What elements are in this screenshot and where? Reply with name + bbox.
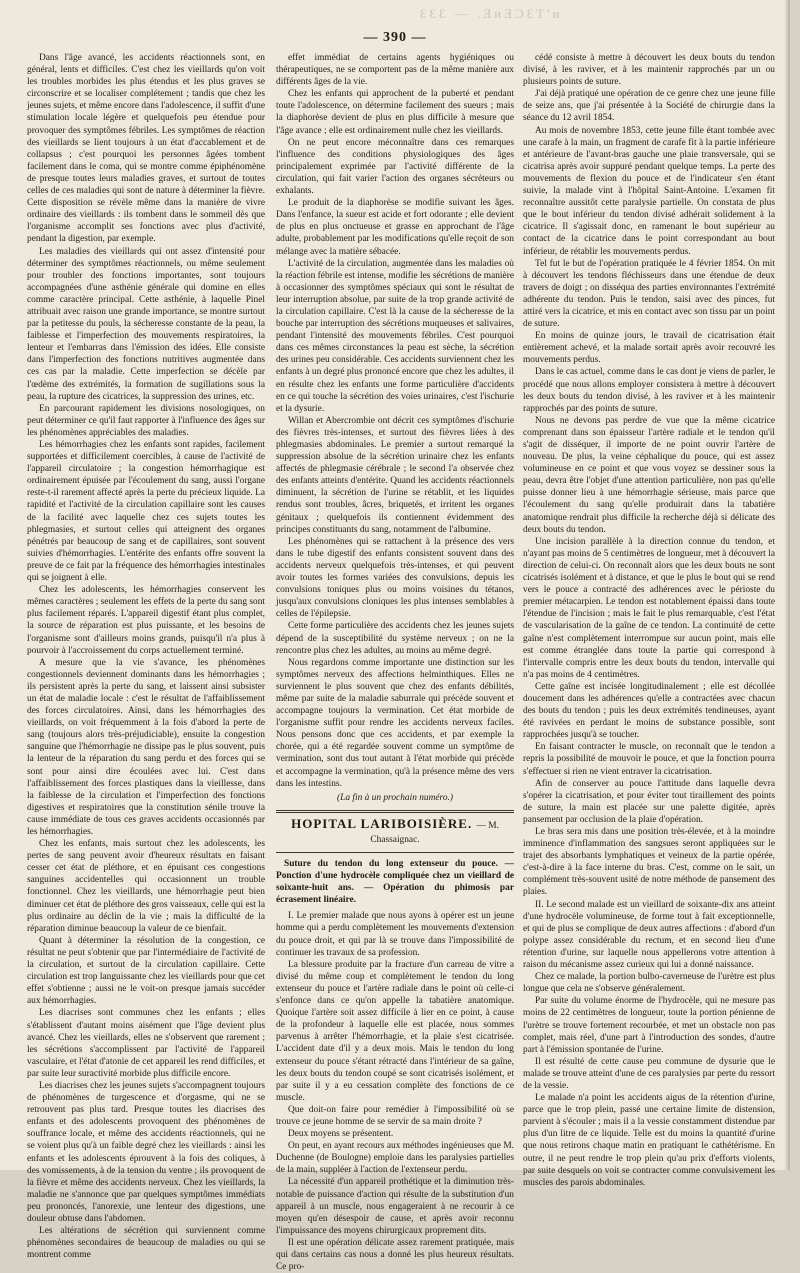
paragraph: A mesure que la vie s'avance, les phénomènes congestionnels deviennent dominants dans les hémorrhagies ; ils persistent après la perte du sang, et laissent ainsi subsister un état de maladie locale : c'est le résultat de l'affaiblissement des forces circulatoires. Ainsi, dans les hémorrhagies des vieillards, on voit fréquemment à la fois d'abord la perte de sang (toujours alors très-préjudiciable), ensuite la congestion sanguine que l'hémorrhagie ne dissipe pas le plus souvent, puis la lenteur de la réparation du sang perdu et des forces qui se sont pour ainsi dire écoulées avec lui. C'est dans l'affaiblissement des forces plastiques dans la vieillesse, dans la faiblesse de la circulation et l'imperfection des fonctions digestives et respiratoires que la constitution sénile trouve la cause immédiate de tous ces graves accidents occasionnés par les hémorrhagies. [27, 657, 265, 837]
paragraph: Dans l'âge avancé, les accidents réactionnels sont, en général, lents et difficiles. C'est chez les vieillards qu'on voit les troubles morbides les plus étendus et les plus graves se circonscrire et se localiser complétement ; tandis que chez les jeunes sujets, et même encore dans l'adolescence, il suffit d'une stimulation locale légère et quelquefois peu étendue pour provoquer des symptômes fébriles. Les symptômes de réaction des vieillards se lient toujours à un état d'accablement et de collapsus ; c'est pourquoi les personnes âgées tombent facilement dans le coma, qui se montre comme épiphénomène de presque toutes leurs maladies graves, et surtout de toutes celles de ces maladies qui sont de nature à déterminer la fièvre. Cette disposition se révèle même dans la manière de vivre ordinaire des vieillards : ils tombent dans le sommeil dès que l'organisme accomplit ses fonctions avec plus d'activité, pendant la digestion, par exemple. [27, 53, 265, 245]
paragraph: cédé consiste à mettre à découvert les deux bouts du tendon divisé, à les raviver, et à les maintenir rapprochés par un ou plusieurs points de suture. [523, 53, 775, 88]
paragraph: Deux moyens se présentent. [288, 1129, 394, 1140]
article-continuation [276, 52, 514, 790]
paragraph: Il est résulté de cette cause peu commune de dysurie que le malade se trouve atteint d'une de ces paralysies par perte du ressort de la vessie. [523, 1056, 775, 1091]
paragraph: J'ai déjà pratiqué une opération de ce genre chez une jeune fille de seize ans, que j'ai présentée à la Société de chirurgie dans la séance du 12 avril 1854. [523, 89, 775, 124]
paragraph: La nécessité d'un appareil prothétique et la diminution très-notable de puissance d'action qui résulte de la substitution d'un appareil à un muscle, nous engageraient à ne recourir à ce moyen qu'en désespoir de cause, et après avoir reconnu l'impuissance des moyens chirurgicaux proprement dits. [276, 1177, 514, 1236]
paragraph: On peut, en ayant recours aux méthodes ingénieuses que M. Duchenne (de Boulogne) emploie dans les paralysies partielles de la main, suppléer à l'action de l'extenseur perdu. [276, 1141, 514, 1176]
paragraph: En moins de quinze jours, le travail de cicatrisation était entièrement achevé, et la malade sortait après avoir recouvré les mouvements perdus. [523, 331, 775, 366]
paragraph: Le malade n'a point les accidents aigus de la rétention d'urine, parce que le trop plein, passé une certaine limite de distension, parvient à s'écouler ; mais il a la vessie constamment distendue par plus d'un litre de ce liquide. Telle est du moins la quantité d'urine que nous retirons chaque matin en pratiquant le cathétérisme. En outre, il ne peut rendre le trop plein qu'au prix d'efforts violents, par suite desquels on voit se contracter comme convulsivement les muscles des parois abdominales. [523, 1093, 775, 1188]
paragraph: Une incision parallèle à la direction connue du tendon, et n'ayant pas moins de 5 centimètres de longueur, met à découvert la direction de celui-ci. On reconnaît alors que les deux bouts ne sont cicatrisés isolément et à distance, et que le plus le bout qui se rend vers le pouce a contracté des adhérences avec le périoste du premier métacarpien. Le tendon est notablement épaissi dans toute l'étendue de l'incision ; mais le fait le plus remarquable, c'est l'état de vascularisation de la gaîne de ce tendon. La continuité de cette gaîne n'est complètement interrompue sur aucun point, mais elle est comme étranglée dans toute la partie qui correspond à l'intervalle compris entre les deux bouts du tendon, intervalle qui n'a pas moins de 4 centimètres. [523, 536, 775, 680]
paragraph: Par suite du volume énorme de l'hydrocèle, qui ne mesure pas moins de 22 centimètres de longueur, toute la portion pénienne de l'urètre se trouve fortement recourbée, et met un obstacle non pas complet, mais réel, d'une part à l'introduction des sondes, d'autre part à l'émission spontanée de l'urine. [523, 996, 775, 1055]
section-divider [276, 810, 514, 813]
column-right [523, 52, 775, 1188]
hospital-heading [276, 815, 514, 846]
paragraph: L'activité de la circulation, augmentée dans les maladies où la réaction fébrile est intense, modifie les sécrétions de manière à occasionner des symptômes spéciaux qui sont le résultat de leur interruption absolue, par suite de la trop grande activité de la circulation capillaire. C'est là la cause de la sécheresse de la bouche par interruption des sécrétions muqueuses et salivaires, pendant l'intensité des mouvements fébriles. C'est pourquoi dans ces mêmes circonstances la peau est sèche, la sécrétion des urines peu considérable. Ces accidents surviennent chez les enfants à un degré plus prononcé encore que chez les adultes, il en résulte chez les enfants une forme particulière d'accidents en ce qui touche la sécrétion des voies urinaires, c'est l'ischurie et la dysurie. [276, 258, 514, 414]
paragraph: Cette gaîne est incisée longitudinalement ; elle est décollée doucement dans les adhérences qu'elle a contractées avec chacun des bouts du tendon ; puis les deux extrémités tendineuses, ayant été ravivées en perdant le moins de substance possible, sont rapprochées jusqu'à se toucher. [523, 681, 775, 741]
heading-rule [276, 852, 514, 853]
hospital-doctor: — M. Chassaignac. [370, 820, 499, 845]
paragraph: En parcourant rapidement les divisions nosologiques, on peut déterminer ce qu'il faut rapporter à l'influence des âges sur les phénomènes appréciables des maladies. [27, 403, 265, 438]
paragraph: Les diacrises sont communes chez les enfants ; elles s'établissent d'autant moins aisément que l'âge devient plus avancé. Chez les vieillards, elles ne s'observent que rarement ; les sécrétions s'accomplissent par l'activité de l'appareil vasculaire, et l'état d'atonie de cet appareil les rend difficiles, et par suite leur suractivité morbide plus difficile encore. [27, 1008, 265, 1079]
paragraph: effet immédiat de certains agents hygiéniques ou thérapeutiques, ne se comportent pas de la même manière aux différents âges de la vie. [276, 53, 514, 88]
paragraph: Les hémorrhagies chez les enfants sont rapides, facilement supportées et difficilement coercibles, à cause de l'activité de l'appareil circulatoire ; la congestion hémorrhagique est ordinairement épuisée par l'écoulement du sang, aussi l'organe reste-t-il rarement affecté après la perte du précieux liquide. La rapidité et l'activité de la circulation capillaire sont les causes de la facilité avec laquelle chez ces sujets toutes les phlegmasies, et surtout celles qui atteignent des organes pénétrés par beaucoup de sang et de capillaires, sont souvent suivies d'hémorrhagies. L'entérite des enfants offre souvent la preuve de ce fait par la fréquence des hémorrhagies intestinales qui se joignent à elle. [27, 440, 265, 584]
paragraph: Chez les enfants, mais surtout chez les adolescents, les pertes de sang peuvent avoir d'heureux résultats en faisant cesser cet état de pléthore, et en épuisant ces congestions sanguines accidentelles qui occasionnent un trouble fonctionnel. Chez les vieillards, une hémorrhagie peut bien diminuer cet état de pléthore des gros vaisseaux, celle qui est la plus ordinaire au déclin de la vie ; mais la difficulté de la réparation diminue beaucoup la valeur de ce bienfait. [27, 839, 265, 934]
column-middle [276, 52, 514, 1273]
page-number: — 390 — [363, 30, 427, 45]
paragraph: Chez ce malade, la portion bulbo-caverneuse de l'urètre est plus longue que cela ne s'observe généralement. [523, 972, 775, 995]
paragraph: Le produit de la diaphorèse se modifie suivant les âges. Dans l'enfance, la sueur est acide et fort odorante ; elle devient de plus en plus onctueuse et grasse en approchant de l'âge adulte, probablement par les modifications qu'elle reçoit de son mélange avec la matière sébacée. [276, 198, 514, 257]
paragraph: Chez les adolescents, les hémorrhagies conservent les mêmes caractères ; seulement les effets de la perte du sang sont plus facilement réparés. L'appareil digestif étant plus complet, la source de réparation est plus puissante, et les besoins de l'organisme sont d'ailleurs moins grands, puisqu'il n'a plus à pourvoir à l'accroissement du corps actuellement terminé. [27, 585, 266, 656]
hospital-name: HOPITAL LARIBOISIÈRE. [291, 815, 473, 831]
paragraph: Le bras sera mis dans une position très-élevée, et à la moindre imminence d'inflammation des sangsues seront appliquées sur le trajet des absorbants lymphatiques et veineux de la partie opérée, c'est-à-dire à la face interne du bras. C'est, comme on le sait, un complément très-souvent usité de notre méthode de pansement des plaies. [523, 827, 775, 898]
paragraph: Tel fut le but de l'opération pratiquée le 4 février 1854. On mit à découvert les tendons fléchisseurs dans une étendue de deux travers de doigt ; on disséqua des parties environnantes l'extrémité adhérente du tendon. Puis le tendon, saisi avec des pinces, fut attiré vers la cicatrice, et mis en contact avec son tissu par un point de suture. [523, 258, 775, 330]
paragraph: II. Le second malade est un vieillard de soixante-dix ans atteint d'une hydrocèle volumineuse, de forme tout à fait exceptionnelle, et qui de plus se complique de deux autres affections : d'abord d'un polype assez considérable du rectum, et en second lieu d'une rétention d'urine, sur laquelle nous appellerons votre attention à raison du mécanisme assez curieux qui lui a donné naissance. [523, 899, 775, 971]
paragraph: I. Le premier malade que nous ayons à opérer est un jeune homme qui a perdu complètement les mouvements d'extension du pouce droit, et qui par là se trouve dans l'impossibilité de continuer les travaux de sa profession. [276, 911, 514, 958]
paragraph: Les diacrises chez les jeunes sujets s'accompagnent toujours de phénomènes de turgescence et d'orgasme, qui ne se retrouvent pas plus tard. Presque toutes les diacrises des enfants et des adolescents provoquent des phénomènes de souffrance locale, et même des accidents réactionnels, qui ne se voient plus qu'à un faible degré chez les vieillards : ainsi les enfants et les adolescents éprouvent à la fois des coliques, à des vomissements, à de la tension du ventre ; ils provoquent de la fièvre et même des accidents nerveux. Chez les vieillards, la maladie ne s'annonce que par quelques symptômes immédiats peu prononcés, l'anorexie, une lenteur des digestions, une douleur obtuse dans l'abdomen. [27, 1080, 265, 1224]
paragraph: La blessure produite par la fracture d'un carreau de vitre a divisé du même coup et complètement le tendon du long extenseur du pouce et l'artère radiale dans le point où celle-ci s'enfonce dans ce qu'on appelle la tabatière anatomique. Quoique l'artère soit assez difficile à lier en ce point, à cause de la profondeur à laquelle elle est placée, nous sommes parvenus à arrêter l'hémorrhagie, et la plaie s'est cicatrisée. L'accident date d'il y a deux mois. Mais le tendon du long extenseur du pouce s'étant rétracté dans l'intérieur de sa gaîne, les deux bouts du tendon coupé se sont cicatrisés isolément, et par suite il y a eu cessation complète des fonctions de ce muscle. [276, 959, 514, 1103]
paragraph: Au mois de novembre 1853, cette jeune fille étant tombée avec une carafe à la main, un fragment de carafe fit à la partie inférieure et antérieure de l'avant-bras gauche une plaie transversale, qui se cicatrisa après avoir suppuré pendant quelque temps. La perte des mouvements de flexion du pouce et de l'indicateur s'en étant suivie, la malade vint à l'hôpital Saint-Antoine. L'examen fit reconnaître aussitôt cette paralysie partielle. On constata de plus que le bout inférieur du tendon divisé adhérait solidement à la cicatrice. Il s'agissait donc, en ramenant le bout supérieur au contact de la cicatrice dans le point correspondant au bout inférieur, de rétablir les mouvements perdus. [523, 125, 775, 257]
paragraph: Quant à déterminer la résolution de la congestion, ce résultat ne peut s'obtenir que par l'intermédiaire de l'activité de la circulation, et surtout de la circulation capillaire. Cette circulation est trop languissante chez les vieillards pour que cet effet s'obtienne ; aussi ne le voit-on presque jamais succéder aux hémorrhagies. [27, 935, 265, 1007]
paragraph: En faisant contracter le muscle, on reconnaît que le tendon a repris la possibilité de mouvoir le pouce, et que la fonction pourra s'effectuer si rien ne vient entraver la cicatrisation. [523, 742, 775, 777]
paragraph: Il est une opération délicate assez rarement pratiquée, mais qui dans certains cas nous a donné les plus heureux résultats. Ce pro- [276, 1237, 514, 1273]
paragraph: Les phénomènes qui se rattachent à la présence des vers dans le tube digestif des enfants consistent souvent dans des accidents nerveux quelquefois très-intenses, et qui peuvent avoir toutes les formes variées des convulsions, depuis les convulsions toniques plus ou moins voisines du tétanos, jusqu'aux convulsions cloniques les plus intenses semblables à celles de l'épilepsie. [276, 536, 514, 620]
paragraph: Nous ne devons pas perdre de vue que la même cicatrice comprenant dans son épaisseur l'artère radiale et le tendon qu'il s'agit de disséquer, il importe de ne point ouvrir l'artère de nouveau. De plus, la veine céphalique du pouce, qui est assez volumineuse en ce point et que vous voyez se dessiner sous la peau, devra être l'objet d'une attention particulière, non pas qu'elle puisse donner lieu à une hémorrhagie sérieuse, mais parce que l'écoulement du sang qu'elle produirait dans la tabatière anatomique rendrait plus difficile la recherche déjà si délicate des deux bouts du tendon. [523, 415, 775, 535]
paragraph: Chez les enfants qui approchent de la puberté et pendant toute l'adolescence, on détermine facilement des sueurs ; mais la diaphorèse devient de plus en plus difficile à mesure que l'âge avance ; elle est ordinairement nulle chez les vieillards. [276, 89, 514, 136]
paragraph: On ne peut encore méconnaître dans ces remarques l'influence des conditions physiologiques des âges principalement exprimée par l'activité différente de la circulation, qui fait varier l'action des organes sécréteurs ou exhalants. [276, 137, 514, 197]
page-edge-shadow [784, 0, 790, 1170]
clinical-case-body [276, 910, 514, 1273]
paragraph: Afin de conserver au pouce l'attitude dans laquelle devra s'opérer la cicatrisation, et pour éviter tout tiraillement des points de suture, la main est placée sur une palette digitée, après pansement par occlusion de la plaie d'opération. [523, 778, 775, 825]
column-left [27, 52, 266, 1261]
bleed-through-text: ƐƐƐ — .ƎᴎƎƆƐT'ᴎ [420, 6, 563, 21]
paragraph: Dans le cas actuel, comme dans le cas dont je viens de parler, le procédé que nous allons employer consistera à mettre à découvert les deux bouts du tendon divisé, à les raviver et à les maintenir rapprochés par des points de suture. [523, 367, 775, 414]
to-be-continued-note: (La fin à un prochain numéro.) [337, 792, 453, 803]
paragraph: Les maladies des vieillards qui ont assez d'intensité pour déterminer des symptômes réactionnels, ou même seulement pour troubler des fonctions importantes, sont toujours accompagnées d'une asthénie générale qui domine en elles comme caractère principal. Cette asthénie, à laquelle Pinel attribuait avec raison une grande importance, se montre surtout par la petitesse du pouls, la sécheresse constante de la peau, la faiblesse et l'imperfection des mouvements respiratoires, la lenteur et l'embarras dans l'émission des idées. Elle consiste dans l'imperfection des fonctions nutritives augmentée dans ces cas par la maladie. Cette imperfection se décèle par l'œdème des extrémités, la formation de sugillations sous la peau, la rupture des cicatrices, la suppression des urines, etc. [27, 246, 265, 402]
paragraph: Cette forme particulière des accidents chez les jeunes sujets dépend de la susceptibilité du système nerveux ; on ne la rencontre plus chez les adultes, au moins au même degré. [276, 621, 514, 656]
paragraph: Que doit-on faire pour remédier à l'impossibilité où se trouve ce jeune homme de se servir de sa main droite ? [276, 1104, 514, 1127]
clinical-case-title: Suture du tendon du long extenseur du pouce. — Ponction d'une hydrocèle compliquée chez un vieillard de soixante-huit ans. — Opération du phimosis par écrasement linéaire. [276, 859, 514, 906]
paragraph: Les altérations de sécrétion qui surviennent comme phénomènes secondaires de beaucoup de maladies ou qui se montrent comme [27, 1226, 265, 1261]
paragraph: Nous regardons comme importante une distinction sur les symptômes nerveux des affections helminthiques. Elles ne surviennent le plus souvent que chez des enfants débilités, même par suite de la maladie saburrale qui précède souvent et accompagne toujours la vermination. Cet état morbide de l'organisme suffit pour rendre les accidents nerveux faciles. Nous pensons donc que ces accidents, et par exemple la chorée, qui a été regardée souvent comme un symptôme de vermination, sont dus tout autant à l'état morbide qui précède et accompagne la vermination, qu'à la présence même des vers dans les intestins. [276, 657, 514, 789]
paragraph: Willan et Abercrombie ont décrit ces symptômes d'ischurie des fièvres très-intenses, et surtout des fièvres liées à des phlegmasies abdominales. Le premier a surtout remarqué la suppression absolue de la sécrétion urinaire chez les enfants affectés de phlegmasie cérébrale ; le second l'a observée chez des enfants atteints d'entérite. Quand les accidents réactionnels diminuent, la sécrétion de l'urine se rétablit, et les liquides rendus sont troubles, âcres, briquetés, et irritent les organes génitaux ; quelquefois ils contiennent évidemment des principes constituants du sang, notamment de l'albumine. [276, 415, 514, 535]
